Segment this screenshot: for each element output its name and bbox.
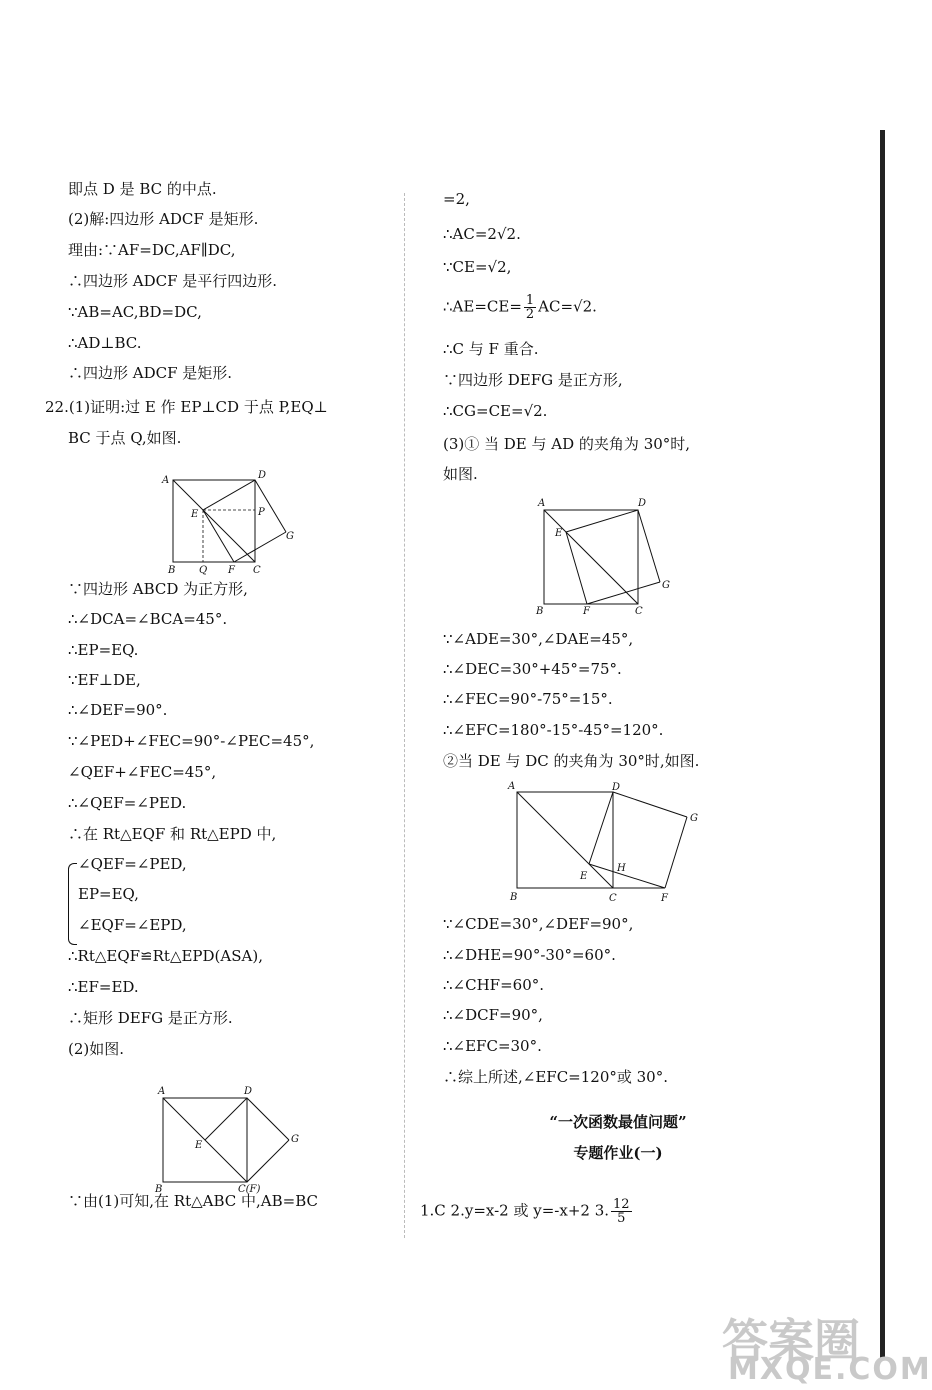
figure-2 [150,1080,310,1195]
left-text-line: ∴Rt△EQF≌Rt△EPD(ASA), [68,947,263,965]
point-label: B [155,1184,163,1195]
point-label: A [538,498,546,509]
point-label: E [191,509,199,520]
left-text-line: ∵四边形 ABCD 为正方形, [68,580,248,598]
point-label: G [286,531,294,542]
right-text-line: ∵四边形 DEFG 是正方形, [443,371,623,389]
point-label: C [609,893,617,904]
page-edge-bar [880,130,885,1360]
left-text-line: ∴四边形 ADCF 是矩形. [68,364,233,382]
left-text-line: ∴∠QEF=∠PED. [68,794,187,812]
left-text-line: BC 于点 Q,如图. [68,429,182,447]
left-text-line: (2)解:四边形 ADCF 是矩形. [68,210,259,228]
point-label: D [612,782,621,793]
section-subtitle: 专题作业(一) [573,1144,663,1162]
point-label: E [580,871,588,882]
figure-1 [150,465,310,580]
left-text-line: 22.(1)证明:过 E 作 EP⊥CD 于点 P,EQ⊥ [45,398,328,416]
point-label: F [661,893,668,904]
point-label: B [168,565,176,576]
point-label: A [158,1086,166,1097]
watermark-logo: 答案圈 [722,1314,860,1368]
left-text-line: ∴四边形 ADCF 是平行四边形. [68,272,278,290]
right-text-line: ∴∠DEC=30°+45°=75°. [443,660,622,678]
point-label: Q [199,565,208,576]
right-text-line: ∴∠FEC=90°-75°=15°. [443,690,613,708]
point-label: D [258,470,267,481]
right-text-line: ∴∠EFC=30°. [443,1037,542,1055]
left-text-line: ∴EP=EQ. [68,641,139,659]
point-label: F [583,606,590,617]
left-text-line: (2)如图. [68,1040,125,1058]
left-text-line: ∴AD⊥BC. [68,334,142,352]
left-text-line: EP=EQ, [78,885,139,903]
left-text-line: ∵EF⊥DE, [68,671,141,689]
point-label: H [617,863,626,874]
point-label: E [555,528,563,539]
figure-3 [530,490,680,620]
right-text-line: ∴C 与 F 重合. [443,340,539,358]
right-text-line: ∴∠CHF=60°. [443,976,545,994]
left-text-line: ∴∠DCA=∠BCA=45°. [68,610,228,628]
section-title: “一次函数最值问题” [549,1113,687,1131]
left-text-line: ∵∠PED+∠FEC=90°-∠PEC=45°, [68,732,315,750]
right-text-line: 如图. [443,465,478,483]
point-label: G [690,813,698,824]
right-text-line: ∴∠DCF=90°, [443,1006,543,1024]
right-text-line: ∴综上所述,∠EFC=120°或 30°. [443,1068,668,1086]
point-label: A [162,475,170,486]
point-label: F [228,565,235,576]
left-text-line: 即点 D 是 BC 的中点. [68,180,217,198]
point-label: C(F) [238,1184,261,1195]
system-brace [68,863,77,945]
right-text-line: ∵CE=√2, [443,258,512,276]
point-label: G [662,580,670,591]
fraction-line: ∴AE=CE= $\frac{1}{2}$ AC=√2. [443,293,597,322]
left-text-line: ∵AB=AC,BD=DC, [68,303,202,321]
point-label: G [291,1134,299,1145]
left-text-line: ∠QEF+∠FEC=45°, [68,763,217,781]
right-text-line: ∴CG=CE=√2. [443,402,548,420]
column-divider [404,193,405,1238]
left-text-line: ∴在 Rt△EQF 和 Rt△EPD 中, [68,825,277,843]
point-label: E [195,1140,203,1151]
right-text-line: (3)① 当 DE 与 AD 的夹角为 30°时, [443,435,691,453]
point-label: C [635,606,643,617]
answers-line: 1.C 2.y=x-2 或 y=-x+2 3. $\frac{12}{5}$ [420,1197,630,1226]
point-label: C [253,565,261,576]
right-text-line: ∵∠ADE=30°,∠DAE=45°, [443,630,634,648]
left-text-line: ∴EF=ED. [68,978,139,996]
figure-4 [505,775,705,910]
right-text-line: ∴∠DHE=90°-30°=60°. [443,946,616,964]
left-text-line: ∴∠DEF=90°. [68,701,168,719]
right-text-line: ②当 DE 与 DC 的夹角为 30°时,如图. [443,752,700,770]
left-text-line: ∠QEF=∠PED, [78,855,187,873]
right-text-line: ∵∠CDE=30°,∠DEF=90°, [443,915,634,933]
left-text-line: ∠EQF=∠EPD, [78,916,187,934]
watermark-url: MXQE.COM [728,1352,932,1387]
right-text-line: ∴AC=2√2. [443,225,521,243]
point-label: A [508,781,516,792]
point-label: P [258,507,265,518]
point-label: B [536,606,544,617]
left-text-line: 理由:∵AF=DC,AF∥DC, [68,241,236,259]
point-label: D [638,498,647,509]
point-label: B [510,892,518,903]
right-text-line: ∴∠EFC=180°-15°-45°=120°. [443,721,664,739]
point-label: D [244,1086,253,1097]
left-text-line: ∵由(1)可知,在 Rt△ABC 中,AB=BC [68,1192,318,1210]
right-text-line: =2, [443,190,470,208]
left-text-line: ∴矩形 DEFG 是正方形. [68,1009,233,1027]
